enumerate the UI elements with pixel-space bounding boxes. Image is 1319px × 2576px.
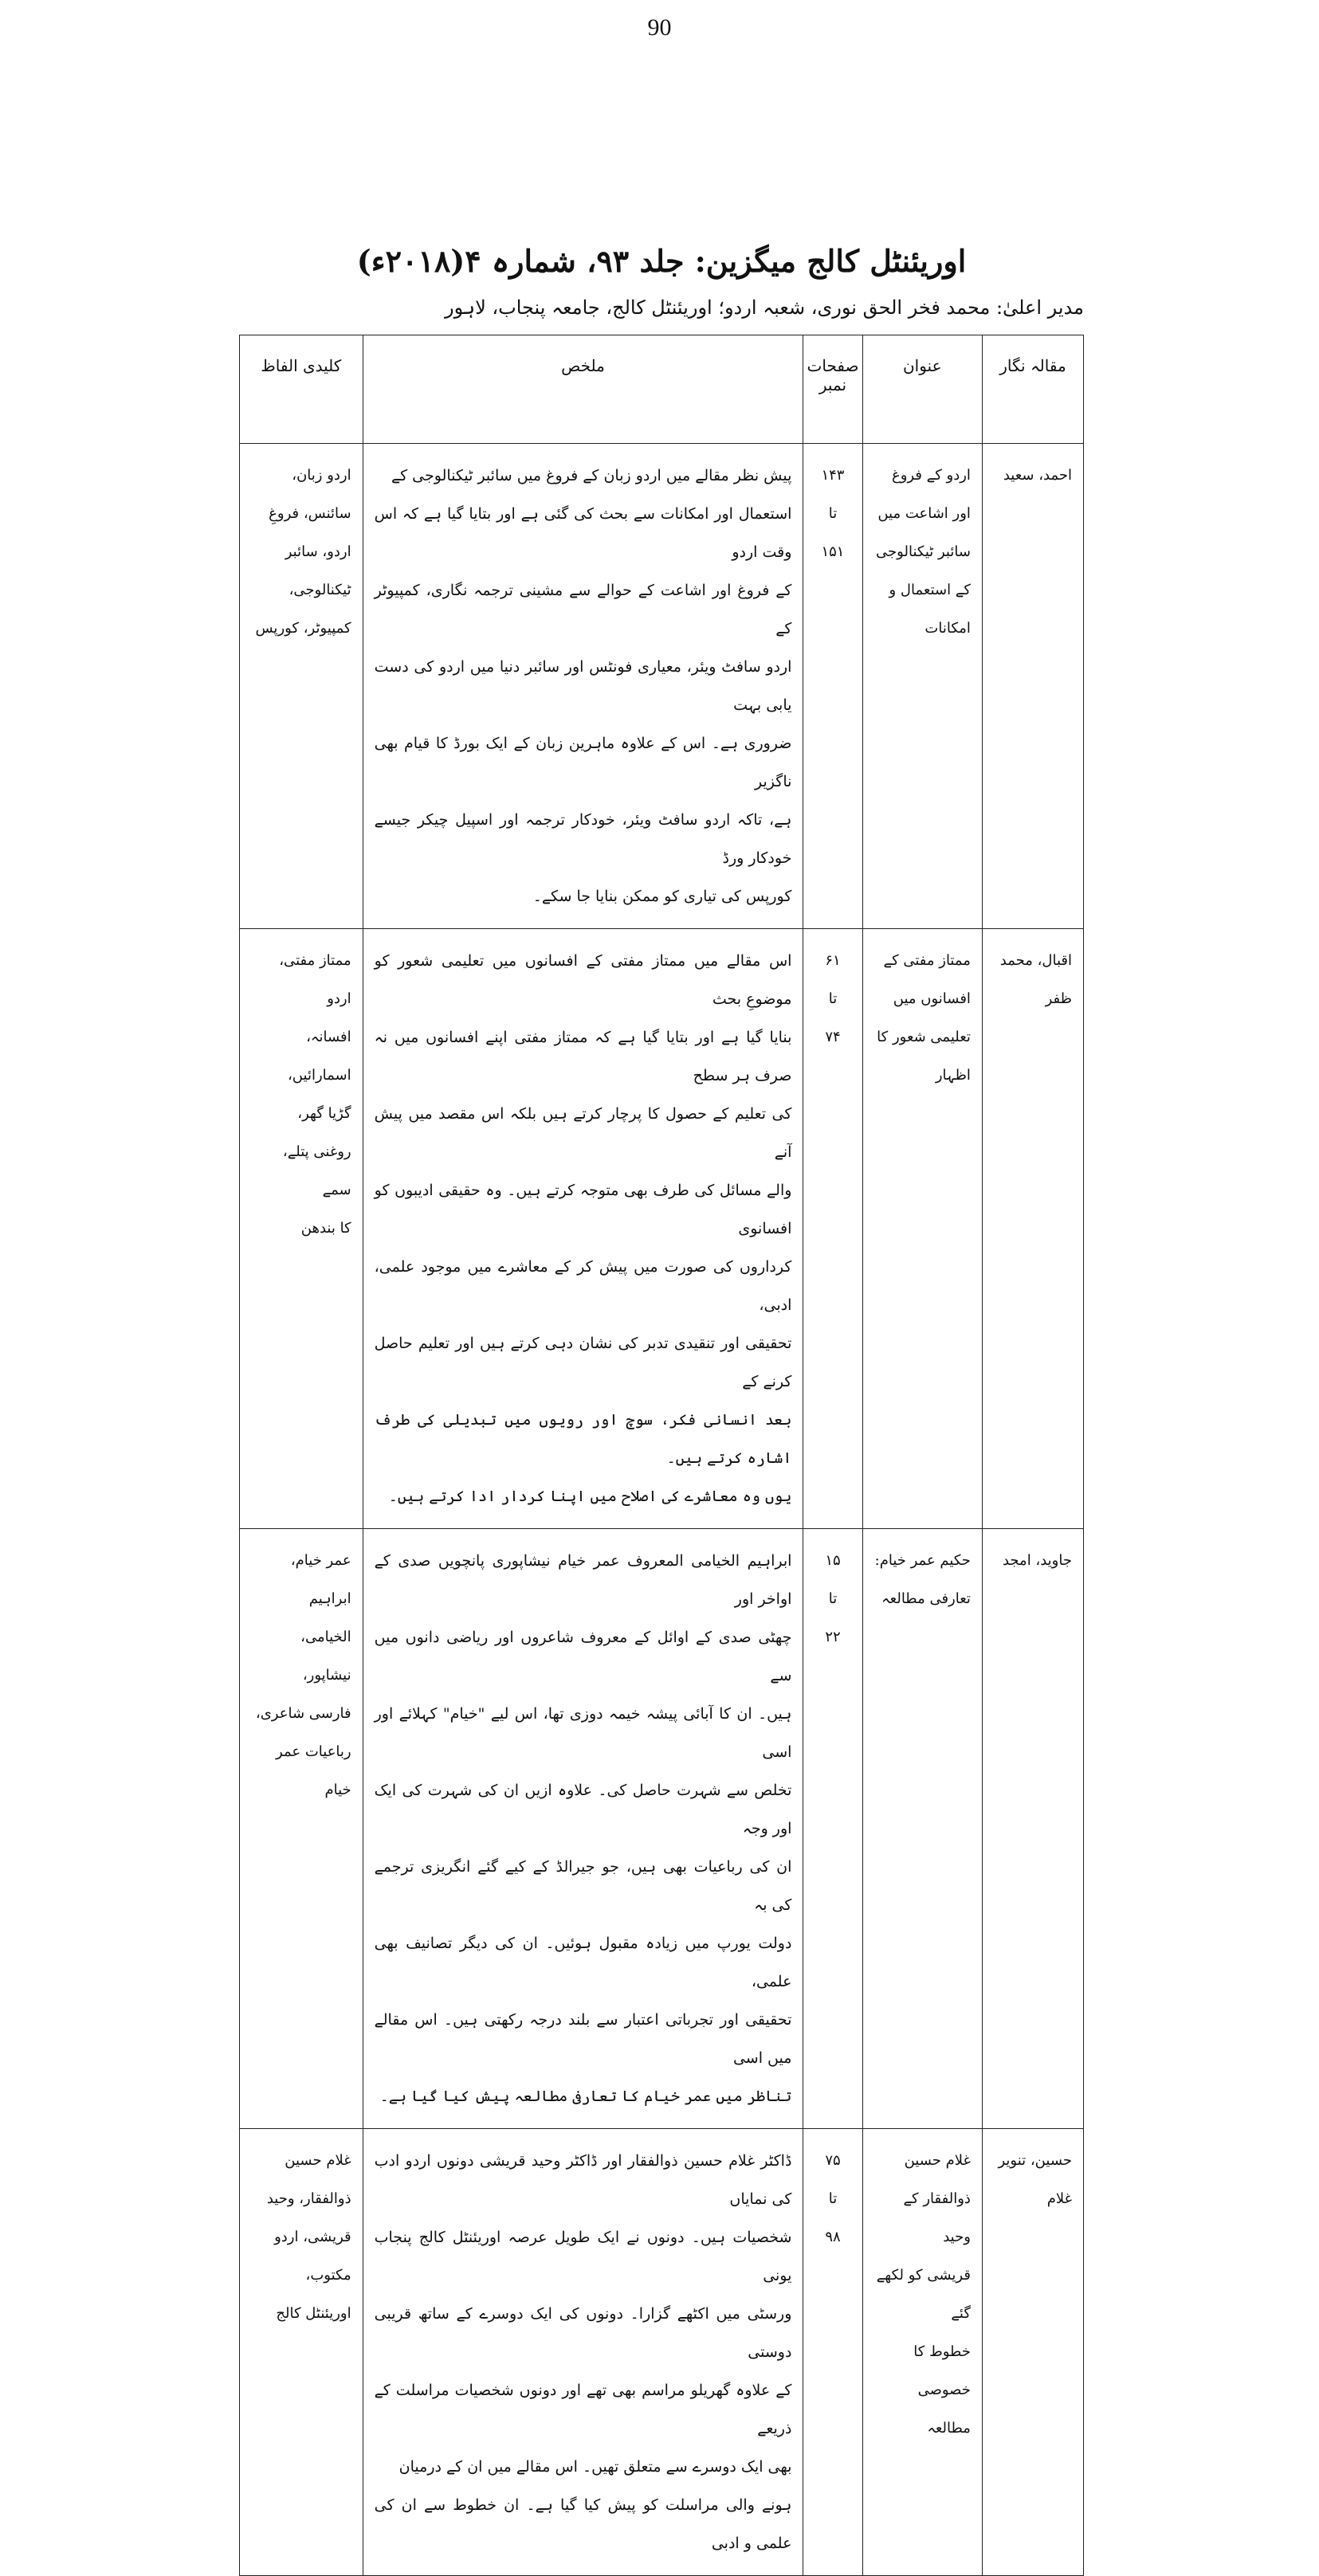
abstract-line: تناظر میں عمر خیام کا تعارفی مطالعہ پیش کیا گیا ہے۔ [379, 2088, 792, 2105]
abstract-cell [363, 444, 803, 929]
abstract-line: کورپس کی تیاری کو ممکن بنایا جا سکے۔ [532, 888, 792, 905]
abstract-line: تخلص سے شہرت حاصل کی۔ علاوہ ازیں ان کی شہرت کی ایک اور وجہ [374, 1782, 792, 1837]
author-line: حسین، تنویر [998, 2152, 1072, 2169]
table-row [240, 1529, 1084, 2129]
author-cell [982, 2129, 1083, 2576]
abstract-line: بھی ایک دوسرے سے متعلق تھیں۔ اس مقالے میں ان کے درمیان [398, 2458, 792, 2476]
article-index-table [239, 335, 1084, 2576]
abstract-line: دولت یورپ میں زیادہ مقبول ہوئیں۔ ان کی دیگر تصانیف بھی علمی، [374, 1935, 792, 1990]
author-line: اقبال، محمد [999, 952, 1072, 969]
keywords-cell [240, 444, 363, 929]
pages-line: ۲۲ [825, 1629, 841, 1645]
article-title-cell [862, 444, 982, 929]
table-header-row [240, 335, 1084, 444]
author-cell [982, 444, 1083, 929]
abstract-line: ڈاکٹر غلام حسین ذوالفقار اور ڈاکٹر وحید قریشی دونوں اردو ادب کی نمایاں [374, 2152, 792, 2208]
pages-cell [803, 444, 862, 929]
abstract-line: ابراہیم الخیامی المعروف عمر خیام نیشاپوری پانچویں صدی کے اواخر اور [374, 1552, 792, 1608]
abstract-cell [363, 929, 803, 1529]
abstract-line: والے مسائل کی طرف بھی متوجہ کرتے ہیں۔ وہ حقیقی ادیبوں کو افسانوی [374, 1182, 792, 1237]
abstract-line: ورسٹی میں اکٹھے گزارا۔ دونوں کی ایک دوسرے کے ساتھ قریبی دوستی [374, 2305, 792, 2361]
article-title-line: تعلیمی شعور کا [877, 1029, 971, 1045]
keywords-line: عمر خیام، ابراہیم [290, 1552, 351, 1607]
abstract-line: کی تعلیم کے حصول کا پرچار کرتے ہیں بلکہ اس مقصد میں پیش آنے [374, 1105, 792, 1161]
article-title-cell [862, 1529, 982, 2129]
author-line: غلام [1046, 2190, 1072, 2207]
pages-line: ۶۱ [825, 952, 841, 969]
keywords-line: سائنس، فروغِ [269, 505, 351, 522]
author-line: جاوید، امجد [1002, 1552, 1072, 1569]
article-title-line: سائبر ٹیکنالوجی [876, 543, 971, 560]
abstract-line: اس مقالے میں ممتاز مفتی کے افسانوں میں تعلیمی شعور کو موضوعِ بحث [374, 952, 792, 1008]
keywords-line: رباعیات عمر خیام [276, 1743, 351, 1798]
author-line: ظفر [1045, 990, 1072, 1007]
abstract-line: یوں وہ معاشرے کی اصلاح میں اپنا کردار ادا کرتے ہیں۔ [388, 1488, 792, 1505]
abstract-line: کے علاوہ گھریلو مراسم بھی تھے اور دونوں شخصیات مراسلت کے ذریعے [374, 2382, 792, 2437]
abstract-cell [363, 1529, 803, 2129]
keywords-line: مکتوب، [305, 2267, 351, 2284]
abstract-line: ضروری ہے۔ اس کے علاوہ ماہرین زبان کے ایک بورڈ کا قیام بھی ناگزیر [374, 735, 792, 790]
keywords-line: گڑیا گھر، [297, 1105, 351, 1122]
author-cell [982, 929, 1083, 1529]
article-title-line: اردو کے فروغ [891, 467, 971, 484]
pages-line: ۷۵ [825, 2152, 841, 2169]
keywords-line: روغنی پتلے، سمے [282, 1143, 351, 1198]
article-title-line: قریشی کو لکھے گئے [876, 2267, 971, 2322]
abstract-line: ہیں۔ ان کا آبائی پیشہ خیمہ دوزی تھا، اس لیے "خیام" کہلائے اور اسی [374, 1705, 792, 1761]
pages-cell [803, 2129, 862, 2576]
table-row [240, 929, 1084, 1529]
pages-line: ۱۵ [825, 1552, 841, 1569]
author-line: احمد، سعید [1003, 467, 1072, 484]
article-title-line: امکانات [924, 620, 971, 637]
article-title-line: افسانوں میں [893, 990, 971, 1007]
abstract-line: اردو سافٹ ویئر، معیاری فونٹس اور سائبر دنیا میں اردو کی دست یابی بہت [374, 658, 792, 714]
article-title-line: اظہار [935, 1067, 971, 1084]
article-title-line: مطالعہ [927, 2420, 971, 2437]
keywords-line: اردو زبان، [292, 467, 351, 484]
article-title-line: خطوط کا خصوصی [913, 2343, 971, 2398]
abstract-line: شخصیات ہیں۔ دونوں نے ایک طویل عرصہ اوریئنٹل کالج پنجاب یونی [374, 2229, 792, 2284]
pages-line: ۹۸ [825, 2229, 841, 2245]
article-title-line: غلام حسین [904, 2152, 971, 2169]
abstract-cell [363, 2129, 803, 2576]
article-title-line: تعارفی مطالعہ [881, 1590, 971, 1607]
article-title-cell [862, 2129, 982, 2576]
article-title-line: ذوالفقار کے وحید [903, 2190, 971, 2245]
abstract-line: تحقیقی اور تنقیدی تدبر کی نشان دہی کرتے ہیں اور تعلیم حاصل کرنے کے [374, 1335, 792, 1390]
author-cell [982, 1529, 1083, 2129]
abstract-line: ہونے والی مراسلت کو پیش کیا گیا ہے۔ ان خطوط سے ان کی علمی و ادبی [374, 2496, 792, 2552]
pages-line: ۱۵۱ [821, 543, 845, 560]
article-title-line: حکیم عمر خیام: [874, 1552, 971, 1569]
header-abstract: ملخص [363, 335, 803, 444]
keywords-line: ذوالفقار، وحید [266, 2190, 351, 2207]
article-title-cell [862, 929, 982, 1529]
keywords-line: قریشی، اردو [274, 2229, 351, 2245]
header-title: عنوان [862, 335, 982, 444]
keywords-cell [240, 929, 363, 1529]
abstract-line: ہے، تاکہ اردو سافٹ ویئر، خودکار ترجمہ اور اسپیل چیکر جیسے خودکار ورڈ [374, 811, 792, 867]
journal-title: اوریئنٹل کالج میگزین: جلد ۹۳، شمارہ ۴(۲۰۱۸ء) [356, 243, 967, 279]
keywords-cell [240, 1529, 363, 2129]
table-row [240, 2129, 1084, 2576]
abstract-line: تحقیقی اور تجرباتی اعتبار سے بلند درجہ رکھتی ہیں۔ اس مقالے میں اسی [374, 2011, 792, 2067]
article-title-line: اور اشاعت میں [877, 505, 971, 522]
header-pages: صفحات نمبر [803, 335, 862, 444]
keywords-line: فارسی شاعری، [255, 1705, 351, 1722]
header-keywords: کلیدی الفاظ [240, 335, 363, 444]
keywords-line: ممتاز مفتی، اردو [279, 952, 351, 1007]
keywords-line: کمپیوٹر، کورپس [255, 620, 351, 637]
abstract-line: ان کی رباعیات بھی ہیں، جو جیرالڈ کے کیے گئے انگریزی ترجمے کی بہ [374, 1858, 792, 1914]
abstract-line: پیش نظر مقالے میں اردو زبان کے فروغ میں سائبر ٹیکنالوجی کے [391, 467, 792, 484]
abstract-line: چھٹی صدی کے اوائل کے معروف شاعروں اور ریاضی دانوں میں سے [374, 1629, 792, 1684]
pages-line: تا [828, 505, 838, 522]
table-row [240, 444, 1084, 929]
abstract-line: بعد انسانی فکر، سوچ اور رویوں میں تبدیلی کی طرف اشارہ کرتے ہیں۔ [374, 1411, 792, 1467]
pages-line: ۷۴ [825, 1029, 841, 1045]
page-number: 90 [647, 14, 672, 41]
abstract-line: بنایا گیا ہے اور بتایا گیا ہے کہ ممتاز مفتی اپنے افسانوں میں نہ صرف ہر سطح [374, 1029, 792, 1084]
keywords-line: اردو، سائبر [285, 543, 351, 560]
pages-line: تا [828, 2190, 838, 2207]
keywords-line: غلام حسین [285, 2152, 351, 2169]
keywords-line: افسانہ، اسمارائیں، [288, 1029, 351, 1084]
pages-cell [803, 1529, 862, 2129]
abstract-line: استعمال اور امکانات سے بحث کی گئی ہے اور بتایا گیا ہے کہ اس وقت اردو [374, 505, 792, 561]
editor-line: مدیر اعلیٰ: محمد فخر الحق نوری، شعبہ اردو؛ اوریئنٹل کالج، جامعہ پنجاب، لاہور [445, 296, 1084, 319]
abstract-line: کے فروغ اور اشاعت کے حوالے سے مشینی ترجمہ نگاری، کمپیوٹر کے [374, 582, 792, 637]
abstract-line: کرداروں کی صورت میں پیش کر کے معاشرے میں موجود علمی، ادبی، [374, 1258, 792, 1314]
keywords-line: کا بندھن [300, 1220, 351, 1237]
pages-line: ۱۴۳ [821, 467, 845, 484]
pages-line: تا [828, 1590, 838, 1607]
keywords-cell [240, 2129, 363, 2576]
article-title-line: کے استعمال و [889, 582, 971, 598]
keywords-line: ٹیکنالوجی، [289, 582, 351, 598]
keywords-line: الخیامی، نیشاپور، [300, 1629, 351, 1684]
article-title-line: ممتاز مفتی کے [883, 952, 971, 969]
header-author: مقالہ نگار [982, 335, 1083, 444]
keywords-line: اوریئنٹل کالج [276, 2305, 351, 2322]
pages-cell [803, 929, 862, 1529]
pages-line: تا [828, 990, 838, 1007]
